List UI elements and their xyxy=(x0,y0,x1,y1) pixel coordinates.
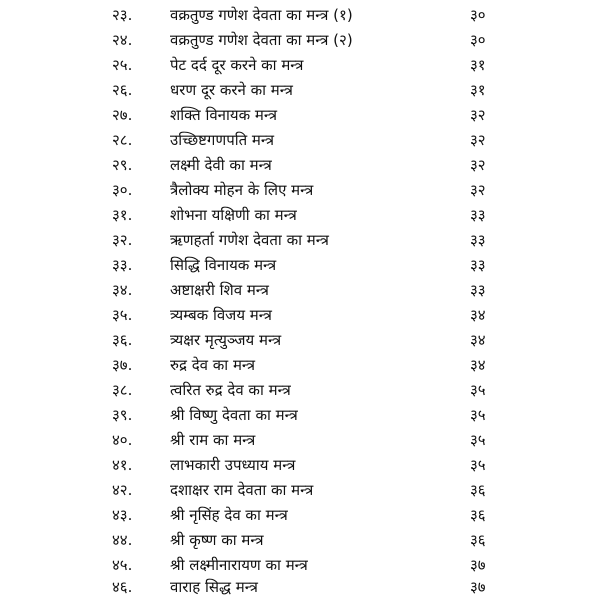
toc-entry-number: ३५. xyxy=(112,306,133,324)
toc-row xyxy=(0,3,600,28)
toc-entry-title: सिद्धि विनायक मन्त्र xyxy=(170,256,277,274)
toc-row xyxy=(0,353,600,378)
toc-entry-page: ३१ xyxy=(470,81,486,99)
toc-entry-page: ३५ xyxy=(470,406,486,424)
toc-entry-page: ३१ xyxy=(470,56,486,74)
toc-entry-number: ४५. xyxy=(112,556,133,574)
toc-entry-page: ३४ xyxy=(470,331,486,349)
toc-entry-number: ३२. xyxy=(112,231,133,249)
toc-entry-number: ३४. xyxy=(112,281,133,299)
toc-entry-title: धरण दूर करने का मन्त्र xyxy=(170,81,293,99)
toc-entry-title: लाभकारी उपध्याय मन्त्र xyxy=(170,456,296,474)
toc-entry-page: ३६ xyxy=(470,506,486,524)
toc-entry-number: ३१. xyxy=(112,206,133,224)
toc-row xyxy=(0,303,600,328)
toc-entry-page: ३५ xyxy=(470,431,486,449)
toc-row xyxy=(0,528,600,553)
toc-entry-title: ऋणहर्ता गणेश देवता का मन्त्र xyxy=(170,231,329,249)
toc-entry-number: ४४. xyxy=(112,531,133,549)
toc-entry-page: ३३ xyxy=(470,281,486,299)
toc-entry-title: श्री विष्णु देवता का मन्त्र xyxy=(170,406,298,424)
toc-entry-number: ४६. xyxy=(112,578,133,596)
toc-row xyxy=(0,278,600,303)
toc-entry-number: २७. xyxy=(112,106,133,124)
toc-entry-title: श्री कृष्ण का मन्त्र xyxy=(170,531,264,549)
toc-entry-title: त्वरित रुद्र देव का मन्त्र xyxy=(170,381,291,399)
toc-row xyxy=(0,128,600,153)
toc-row xyxy=(0,378,600,403)
toc-entry-page: ३२ xyxy=(470,181,486,199)
toc-entry-number: २९. xyxy=(112,156,133,174)
toc-entry-page: ३४ xyxy=(470,306,486,324)
toc-entry-number: ४१. xyxy=(112,456,133,474)
toc-entry-number: २६. xyxy=(112,81,133,99)
toc-entry-page: ३५ xyxy=(470,381,486,399)
toc-entry-page: ३२ xyxy=(470,106,486,124)
toc-entry-page: ३५ xyxy=(470,456,486,474)
toc-entry-number: ३३. xyxy=(112,256,133,274)
toc-entry-page: ३० xyxy=(470,31,486,49)
toc-entry-number: २३. xyxy=(112,6,133,24)
toc-row xyxy=(0,78,600,103)
toc-entry-page: ३७ xyxy=(470,578,486,596)
toc-entry-number: ३९. xyxy=(112,406,133,424)
toc-entry-title: वक्रतुण्ड गणेश देवता का मन्त्र (२) xyxy=(170,31,353,49)
toc-entry-title: वक्रतुण्ड गणेश देवता का मन्त्र (१) xyxy=(170,6,353,24)
toc-entry-title: पेट दर्द दूर करने का मन्त्र xyxy=(170,56,304,74)
toc-row xyxy=(0,228,600,253)
toc-row xyxy=(0,253,600,278)
toc-entry-title: शक्ति विनायक मन्त्र xyxy=(170,106,277,124)
toc-entry-number: ३०. xyxy=(112,181,133,199)
toc-entry-title: लक्ष्मी देवी का मन्त्र xyxy=(170,156,272,174)
toc-entry-title: त्र्यक्षर मृत्युञ्जय मन्त्र xyxy=(170,331,282,349)
toc-entry-page: ३२ xyxy=(470,131,486,149)
toc-row xyxy=(0,178,600,203)
toc-entry-page: ३६ xyxy=(470,531,486,549)
toc-entry-title: अष्टाक्षरी शिव मन्त्र xyxy=(170,281,269,299)
toc-entry-title: शोभना यक्षिणी का मन्त्र xyxy=(170,206,297,224)
toc-entry-page: ३७ xyxy=(470,556,486,574)
toc-row xyxy=(0,28,600,53)
toc-entry-number: ४०. xyxy=(112,431,133,449)
toc-row xyxy=(0,428,600,453)
toc-entry-page: ३३ xyxy=(470,206,486,224)
toc-row xyxy=(0,328,600,353)
toc-entry-title: त्र्यम्बक विजय मन्त्र xyxy=(170,306,272,324)
toc-entry-number: ३७. xyxy=(112,356,133,374)
toc-entry-number: २८. xyxy=(112,131,133,149)
toc-row xyxy=(0,403,600,428)
toc-row xyxy=(0,103,600,128)
toc-row xyxy=(0,53,600,78)
toc-entry-title: उच्छिष्टगणपति मन्त्र xyxy=(170,131,275,149)
toc-entry-page: ३६ xyxy=(470,481,486,499)
toc-entry-title: दशाक्षर राम देवता का मन्त्र xyxy=(170,481,314,499)
toc-entry-number: ४२. xyxy=(112,481,133,499)
toc-entry-title: श्री नृसिंह देव का मन्त्र xyxy=(170,506,288,524)
toc-entry-page: ३२ xyxy=(470,156,486,174)
toc-row xyxy=(0,575,600,600)
toc-entry-title: श्री राम का मन्त्र xyxy=(170,431,256,449)
toc-row xyxy=(0,503,600,528)
toc-entry-page: ३० xyxy=(470,6,486,24)
toc-entry-title: रुद्र देव का मन्त्र xyxy=(170,356,256,374)
toc-entry-number: २५. xyxy=(112,56,133,74)
toc-entry-number: ३६. xyxy=(112,331,133,349)
toc-entry-number: ३८. xyxy=(112,381,133,399)
toc-row xyxy=(0,453,600,478)
toc-entry-title: वाराह सिद्ध मन्त्र xyxy=(170,578,258,596)
toc-row xyxy=(0,203,600,228)
toc-entry-title: श्री लक्ष्मीनारायण का मन्त्र xyxy=(170,556,308,574)
toc-row xyxy=(0,478,600,503)
toc-entry-number: ४३. xyxy=(112,506,133,524)
toc-row xyxy=(0,153,600,178)
toc-entry-page: ३३ xyxy=(470,256,486,274)
toc-entry-page: ३३ xyxy=(470,231,486,249)
toc-entry-title: त्रैलोक्य मोहन के लिए मन्त्र xyxy=(170,181,314,199)
toc-entry-page: ३४ xyxy=(470,356,486,374)
toc-entry-number: २४. xyxy=(112,31,133,49)
